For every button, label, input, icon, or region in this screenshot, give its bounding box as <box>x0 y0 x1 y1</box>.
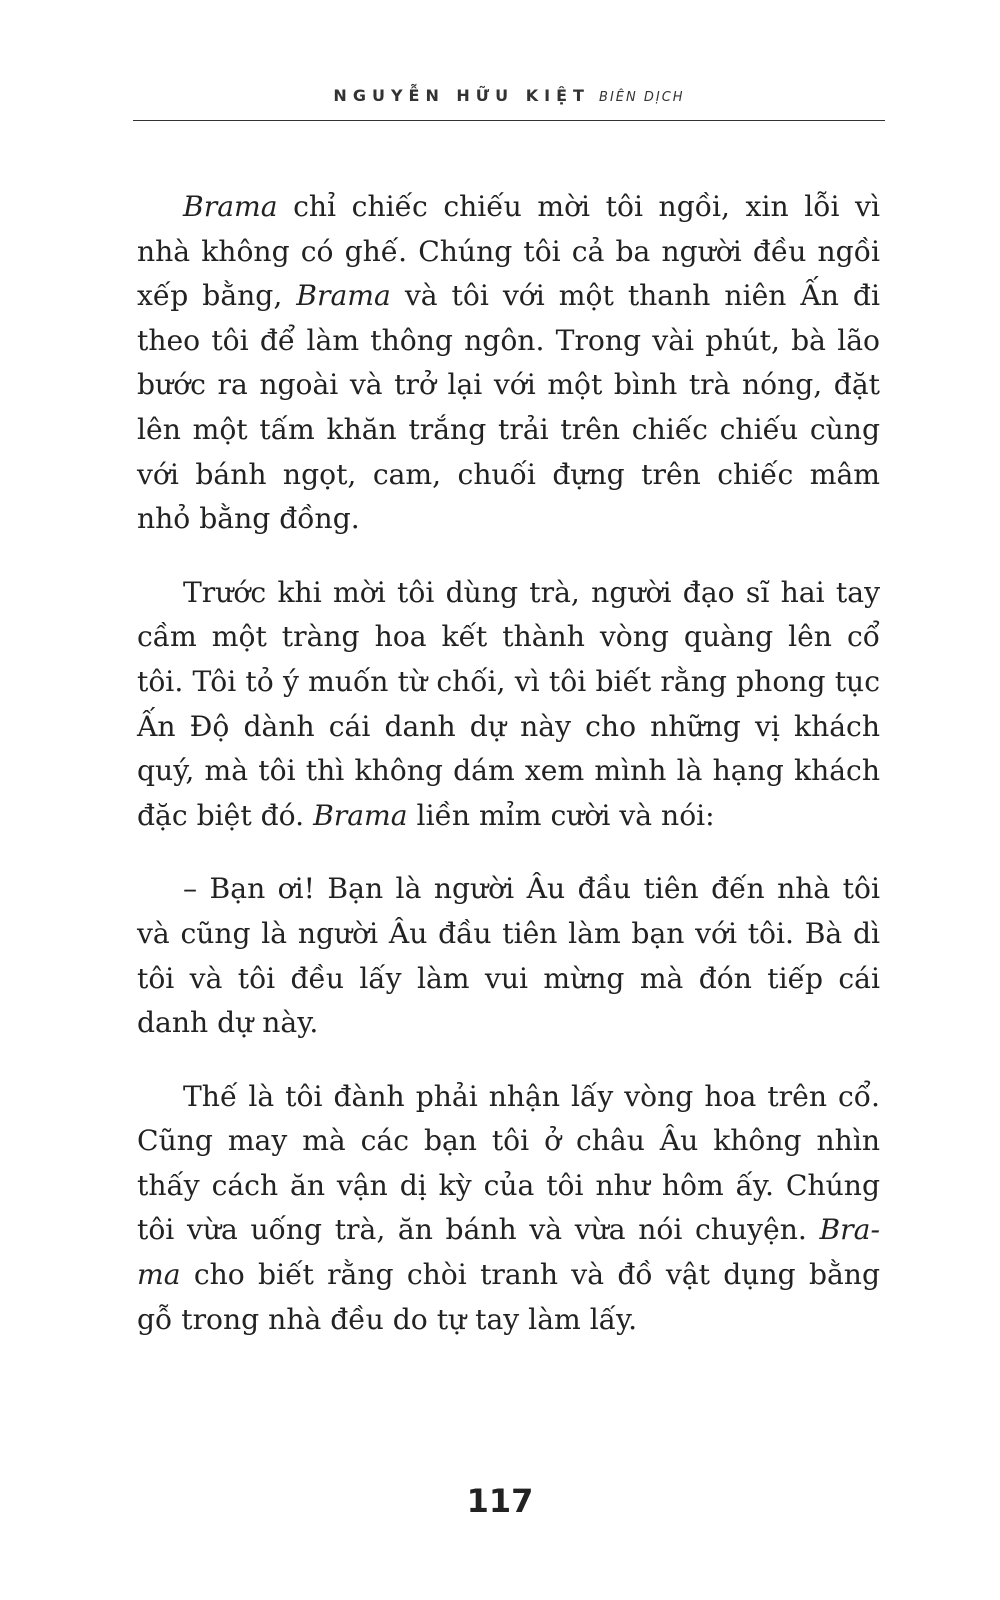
paragraph-text: Trước khi mời tôi dùng trà, người đạo sĩ hai tay cầm một tràng hoa kết thành vòng quàng lên cổ tôi. Tôi tỏ ý muốn từ chối, vì tôi biết rằng phong tục Ấn Độ dành cái danh dự này cho những vị khách quý, mà tôi thì không dám xem mình là hạng khách đặc biệt đó. <box>137 575 880 832</box>
paragraph-text: và tôi với một thanh niên Ấn đi theo tôi để làm thông ngôn. Trong vài phút, bà lão bước ra ngoài và trở lại với một bình trà nóng, đặt lên một tấm khăn trắng trải trên chiếc chiếu cùng với bánh ngọt, cam, chuối đựng trên chiếc mâm nhỏ bằng đồng. <box>137 279 880 536</box>
paragraph-text: Thế là tôi đành phải nhận lấy vòng hoa trên cổ. Cũng may mà các bạn tôi ở châu Âu không nhìn thấy cách ăn vận dị kỳ của tôi như hôm ấy. Chúng tôi vừa uống trà, ăn bánh và vừa nói chuyện. <box>137 1079 880 1247</box>
paragraph-text: – Bạn ơi! Bạn là người Âu đầu tiên đến nhà tôi và cũng là người Âu đầu tiên làm bạn với tôi. Bà dì tôi và tôi đều lấy làm vui mừng mà đón tiếp cái danh dự này. <box>137 872 880 1040</box>
italic-name: Brama <box>296 279 391 313</box>
paragraph-1 <box>137 185 880 542</box>
paragraph-4 <box>137 1075 880 1343</box>
page-number: 117 <box>466 1482 534 1520</box>
paragraph-2 <box>137 571 880 839</box>
running-header <box>133 86 885 108</box>
header-author: NGUYỄN HỮU KIỆT <box>333 86 590 105</box>
body-text <box>137 185 880 1371</box>
header-role: BIÊN DỊCH <box>599 90 685 105</box>
italic-name: Bra-ma <box>137 1213 880 1292</box>
paragraph-text: chỉ chiếc chiếu mời tôi ngồi, xin lỗi vì nhà không có ghế. Chúng tôi cả ba người đều ngồi xếp bằng, <box>137 190 880 313</box>
header-rule <box>133 120 885 121</box>
paragraph-text: cho biết rằng chòi tranh và đồ vật dụng bằng gỗ trong nhà đều do tự tay làm lấy. <box>137 1258 880 1336</box>
paragraph-3 <box>137 867 880 1045</box>
italic-name: Brama <box>313 798 408 832</box>
paragraph-text: liền mỉm cười và nói: <box>407 798 715 832</box>
italic-name: Brama <box>183 190 278 223</box>
